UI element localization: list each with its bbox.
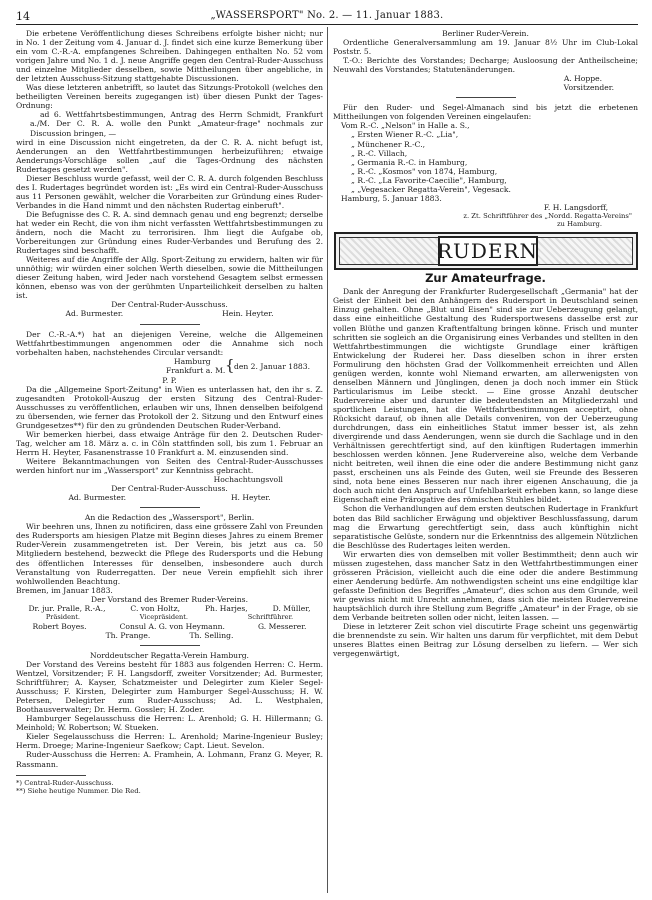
signature-org: Der Central-Ruder-Ausschuss. [111, 484, 228, 494]
running-title: „WASSERSPORT" No. 2. — 11. Januar 1883. [210, 10, 444, 21]
left-column [16, 29, 323, 889]
letter-body: Wir beehren uns, Ihnen zu notificiren, dass eine grössere Zahl von Freunden des Rudersports am hiesigen Platze mit Beginn dieses Jahres zu einem Bremer Ruder-Verein zusammengetreten ist. Der Verein, bis jetzt aus ca. 50 Mitgliedern bestehend, bezweckt die Pflege des Rudersports und die Hebung des öffentlichen Interesses für denselben, insbesondere auch durch Veranstaltung von Ruderregatten. Der neue Verein empfiehlt sich ihrer wohlwollenden Beachtung. [16, 522, 323, 586]
notice-signature: A. Hoppe. [563, 74, 602, 84]
intro-paragraph: Die erbetene Veröffentlichung dieses Schreibens erfolgte bisher nicht; nur in No. 1 der Zeitung vom 4. Januar d. J. findet sich eine kurze Bemerkung über ein vom C.-R.-A. empfangenes Schreiben. Dahingegen enthalten No. 52 vom vorigen Jahre und No. 1 d. J. neue Angriffe gegen den Central-Ruder-Ausschuss und einzelne Mitglieder desselben, sowie Mittheilungen über angebliche, in der letzten Ausschuss-Sitzung stattgehabte Discussionen. [16, 29, 323, 84]
almanac-list-item: „ Münchener R.-C., [351, 139, 426, 149]
rudern-banner [334, 232, 638, 270]
almanac-date: Hamburg, 5. Januar 1883. [341, 193, 442, 203]
signature-names [16, 493, 323, 502]
signature-names [16, 309, 323, 318]
board-name: Th. Prange. [105, 630, 151, 640]
almanac-list-item: „ R.-C. Villach, [351, 148, 408, 158]
notice-paragraph: Ordentliche Generalversammlung am 19. Januar 8½ Uhr im Club-Lokal Poststr. 5. [333, 38, 638, 57]
board-name: G. Messerer. [257, 621, 307, 631]
board-names [16, 631, 323, 640]
header-rule [16, 24, 638, 25]
article-paragraph: Dank der Anregung der Frankfurter Rudergesellschaft „Germania" hat der Geist der Einheit bei den Anhängern des Rudersport in Deutschland seinen Einzug gehalten. Ohne „Blut und Eisen" sind sie zur Ueberzeugung gelangt, dass eine einheitliche Gestaltung des Rudersportwesens dasselbe erst zur vollen Blüthe und ganzen Kraftentfaltung bringen könne. Frisch und munter schritten sie sogleich an die Organisirung eines Verbandes und stellten in den Wettfahrtbestimmungen die wichtigste Grundlage einer kräftigen Entwickelung der Ruderei her. Dass dieselben schon in ihrer ersten Formulirung den höchsten Grad der Vollkommenheit erreichten und Allen genügen werden, konnte wohl Niemand erwarten, am allerwenigsten von denselben Männern und Jünglingen, denen ja doch noch immer ein Stück Particularismus im Leibe steckt. — Eine grosse Anzahl deutscher Rudervereine aber und darunter die bedeutendsten an Mitgliederzahl und sportlichen Leistungen, hat die Wettfahrtbestimmungen acceptirt, ohne Rücksicht darauf, ob ihnen alle Details conveniren, von der Ueberzeugung durchdrungen, dass ein einheitliches Statut immer besser ist, als zehn divergirende und dass Aenderungen, wenn sie durch die Sachlage und in den Verhältnissen gerechtfertigt sind, auf den künftigen Rudertagen immerhin beschlossen werden können. Jene Rudervereine also, welche dem Verbande nicht beitreten, weil ihnen die eine oder die andere Bestimmung nicht ganz passt, erscheinen uns als Feinde des Guten, weil sie Freunde des Besseren sind, nota bene eines Besseren nur nach ihrer eigenen Anschauung, die ja doch auch nicht den Anspruch auf Unfehlbarkeit erheben kann, so lange diese Eigenschaft eine Prärogative des römischen Stuhles bildet. [333, 287, 638, 505]
dateline-date: den 2. Januar 1883. [234, 361, 310, 371]
signature-name: H. Heyter. [230, 493, 271, 503]
almanac-list [333, 130, 638, 193]
circular-dateline [16, 357, 323, 376]
nrv-paragraph: Hamburger Segelausschuss die Herren: L. Arenhold; G. H. Hillermann; G. Meinhold; W. Robertson; W. Stueken. [16, 714, 323, 733]
page-number: 14 [16, 10, 30, 23]
board-role: Präsident. [45, 612, 81, 621]
board-names [16, 604, 323, 613]
nrv-paragraph: Kieler Segelausschuss die Herren: L. Arenhold; Marine-Ingenieur Busley; Herm. Droege; Marine-Ingenieur Saefkow; Capt. Lieut. Sevelon. [16, 732, 323, 751]
nrv-paragraph: Ruder-Ausschuss die Herren: A. Framhein, A. Lohmann, Franz G. Meyer, R. Rassmann. [16, 750, 323, 769]
nrv-paragraph: Der Vorstand des Vereins besteht für 1883 aus folgenden Herren: C. Herm. Wentzel, Vorsitzender; F. H. Langsdorff, zweiter Vorsitzender; Ad. Burmester, Schriftführer; A. Kayser, Schatzmeister und Delegirter zum Kieler Segel-Ausschuss; F. Kirsten, Delegirter zum Hamburger Segel-Ausschuss; H. W. Petersen, Delegirter zum Ruder-Ausschuss; Ad. L. Westphalen, Boothausverwalter; Dr. Herm. Gossler; H. Zoder. [16, 660, 323, 715]
signature-org: Der Central-Ruder-Ausschuss. [111, 300, 228, 310]
almanac-signature-role: zu Hamburg. [556, 220, 602, 229]
footnote-rule [16, 775, 86, 776]
article-paragraph: Schon die Verhandlungen auf dem ersten deutschen Rudertage in Frankfurt boten das Bild sachlicher Erwägung und objektiver Beschlussfassung, darum mag die Erwartung gerechtfertigt sein, dass auch künftighin nicht separatistische Gelüste, sondern nur die Erkenntniss des allgemein Nützlichen die Beschlüsse des Rudertages leiten werden. [333, 504, 638, 550]
page-header [16, 8, 638, 24]
circular-paragraph: Wir bemerken hierbei, dass etwaige Anträge für den 2. Deutschen Ruder-Tag, welcher am 18. März a. c. in Cöln stattfinden soll, bis zum 1. Februar an Herrn H. Heyter, Fasanenstrasse 10 Frankfurt a. M. einzusenden sind. [16, 429, 323, 458]
circular-intro: Der C.-R.-A.*) hat an diejenigen Vereine, welche die Allgemeinen Wettfahrtbestimmungen angenommen oder die Annahme sich noch vorbehalten haben, nachstehendes Circular versandt: [16, 329, 323, 357]
dateline-place: Frankfurt a. M. [166, 365, 226, 375]
section-title: Berliner Ruder-Verein. [442, 29, 529, 38]
column-divider [327, 27, 328, 893]
board-name: D. Müller, [272, 603, 311, 613]
brace-glyph: { [225, 355, 235, 374]
section-separator [456, 97, 516, 98]
circular-closing: Hochachtungsvoll [213, 475, 283, 485]
almanac-list-item: Vom R.-C. „Nelson" in Halle a. S., [341, 121, 470, 131]
board-name: Ph. Harjes, [204, 603, 248, 613]
letter-board: Der Vorstand des Bremer Ruder-Vereins. [90, 594, 248, 604]
circular-paragraph: Da die „Allgemeine Sport-Zeitung" in Wien es unterlassen hat, den ihr s. Z. zugesandten Protokoll-Auszug der ersten Sitzung des Central-Ruder-Ausschusses zu veröffentlichen, erlauben wir uns, Ihnen denselben beifolgend zu übersenden, wie ferner das Protokoll der 2. Sitzung und den Entwurf eines Grundgesetzes**) für den zu gründenden Deutschen Ruder-Verband. [16, 384, 323, 430]
board-name: Consul A. G. von Heymann. [119, 621, 225, 631]
section-separator [140, 324, 200, 325]
almanac-signature-role: z. Zt. Schriftführer des „Nordd. Regatta-Vereins" [463, 211, 632, 220]
board-name: C. von Holtz, [130, 603, 181, 613]
board-name: Th. Selling. [189, 630, 234, 640]
intro-paragraph: Weiteres auf die Angriffe der Allg. Sport-Zeitung zu erwidern, halten wir für unnöthig; wir würden einer solchen Werth dieselben, sowie die Mittheilungen dieser Zeitung haben, wird Jeder nach vorstehend Gesagtem selbst ermessen können, ebenso was von der gerühmten Unparteilichkeit derselben zu halten ist. [16, 255, 323, 301]
intro-paragraph: wird in eine Discussion nicht eingetreten, da der C. R. A. nicht befugt ist, Aenderungen an den Wettfahrtbestimmungen herbeizuführen; etwaige Aenderungs-Vorschläge sollen „auf die Tages-Ordnung des nächsten Rudertages gesetzt werden". [16, 137, 323, 174]
letter-date: Bremen, im Januar 1883. [16, 585, 113, 595]
section-separator [140, 645, 200, 646]
board-role: Vicepräsident. [139, 612, 189, 621]
article-paragraph: Wir erwarten dies von demselben mit voller Bestimmtheit; denn auch wir müssen zugestehen, dass mancher Satz in den Wettfahrtbestimmungen einer grösseren Präcision, vielleicht auch die eine oder die andere Bestimmung einer Aenderung bedürfe. Am nothwendigsten scheint uns eine endgiltige klar gefasste Definition des Begriffes „Amateur", dies schon aus dem Grunde, weil wir gewiss nicht mit Unrecht annehmen, dass sich die meisten Rudervereine hauptsächlich durch ihre Stellung zum Begriffe „Amateur" in der Frage, ob sie dem Verbande beitreten sollen oder nicht, leiten lassen. — [333, 549, 638, 623]
banner-title-box [438, 236, 538, 266]
board-name: Robert Boyes. [32, 621, 87, 631]
signature-name: Hein. Heyter. [222, 309, 274, 319]
almanac-paragraph: Für den Ruder- und Segel-Almanach sind bis jetzt die erbetenen Mittheilungen von folgenden Vereinen eingelaufen: [333, 103, 638, 122]
banner-title: RUDERN [436, 238, 539, 263]
section-title: Norddeutscher Regatta-Verein Hamburg. [90, 650, 249, 660]
almanac-list-item: „ R.-C. „La Favorite-Caecilie", Hamburg, [351, 175, 507, 185]
intro-paragraph: Die Befugnisse des C. R. A. sind demnach genau und eng begrenzt; derselbe hat weder ein Recht, die von ihm nicht verfassten Wettfahrtsbestimmungen zu ändern, noch die Macht zu terrorisiren. Ihm liegt die Aufgabe ob, Vorbereitungen zur Gründung eines Ruder-Verbandes und Berufung des 2. Rudertages sind beschafft. [16, 209, 323, 256]
intro-paragraph: ad 6. Wettfahrtsbestimmungen, Antrag des Herrn Schmidt, Frankfurt a./M. Der C. R. A. wolle den Punkt „Amateur-frage" nochmals zur Discussion bringen, — [30, 110, 323, 138]
board-role: Schriftführer. [247, 612, 294, 621]
almanac-list-item: „ Ersten Wiener R.-C. „Lia", [351, 130, 459, 140]
footnote: **) Siehe heutige Nummer. Die Red. [16, 786, 141, 795]
notice-signature-role: Vorsitzender. [563, 83, 614, 93]
section-separator [140, 507, 200, 508]
signature-name: Ad. Burmester. [65, 309, 124, 319]
circular-salutation: P. P. [162, 375, 177, 385]
board-names [16, 622, 323, 631]
almanac-list-item: „ „Vegesacker Regatta-Verein", Vegesack. [351, 184, 511, 194]
circular-paragraph: Weitere Bekanntmachungen von Seiten des Central-Ruder-Ausschusses werden hinfort nur im „Wassersport" zur Kenntniss gebracht. [16, 457, 323, 476]
board-roles [16, 613, 323, 622]
board-name: Dr. jur. Pralle, R.-A., [28, 603, 106, 613]
almanac-list-item: „ R.-C. „Kosmos" von 1874, Hamburg, [351, 166, 498, 176]
intro-paragraph: Dieser Beschluss wurde gefasst, weil der C. R. A. durch folgenden Beschluss des I. Rudertages begründet worden ist: „Es wird ein Central-Ruder-Ausschuss aus 11 Personen gewählt, welcher die Vorarbeiten zur Gründung eines Ruder-Verbandes in die Hand nimmt und den nächsten Rudertag einberuft". [16, 173, 323, 210]
dateline-place: Hamburg [174, 356, 211, 366]
letter-address: An die Redaction des „Wassersport", Berlin. [84, 513, 255, 523]
signature-name: Ad. Burmester. [68, 493, 127, 503]
notice-agenda: T.-O.: Berichte des Vorstandes; Decharge; Ausloosung der Antheilscheine; Neuwahl des Vorstandes; Statutenänderungen. [333, 56, 638, 75]
article-title: Zur Amateurfrage. [425, 271, 546, 286]
article-paragraph: Diese in letzterer Zeit schon viel discutirte Frage scheint uns gegenwärtig die brennendste zu sein. Wir halten uns darum für verpflichtet, mit dem Debut unseres Blattes einen Beitrag zur Lösung derselben zu liefern. — Wer sich vergegenwärtigt, [333, 622, 638, 659]
almanac-signature: F. H. Langsdorff, [543, 202, 608, 212]
right-column [333, 29, 638, 889]
intro-paragraph: Was diese letzteren anbetrifft, so lautet das Sitzungs-Protokoll (welches den betheiligten Vereinen bereits zugegangen ist) über diesen Punkt der Tages-Ordnung: [16, 83, 323, 111]
almanac-list-item: „ Germania R.-C. in Hamburg, [351, 157, 468, 167]
footnote: *) Central-Ruder-Ausschuss. [16, 778, 114, 787]
